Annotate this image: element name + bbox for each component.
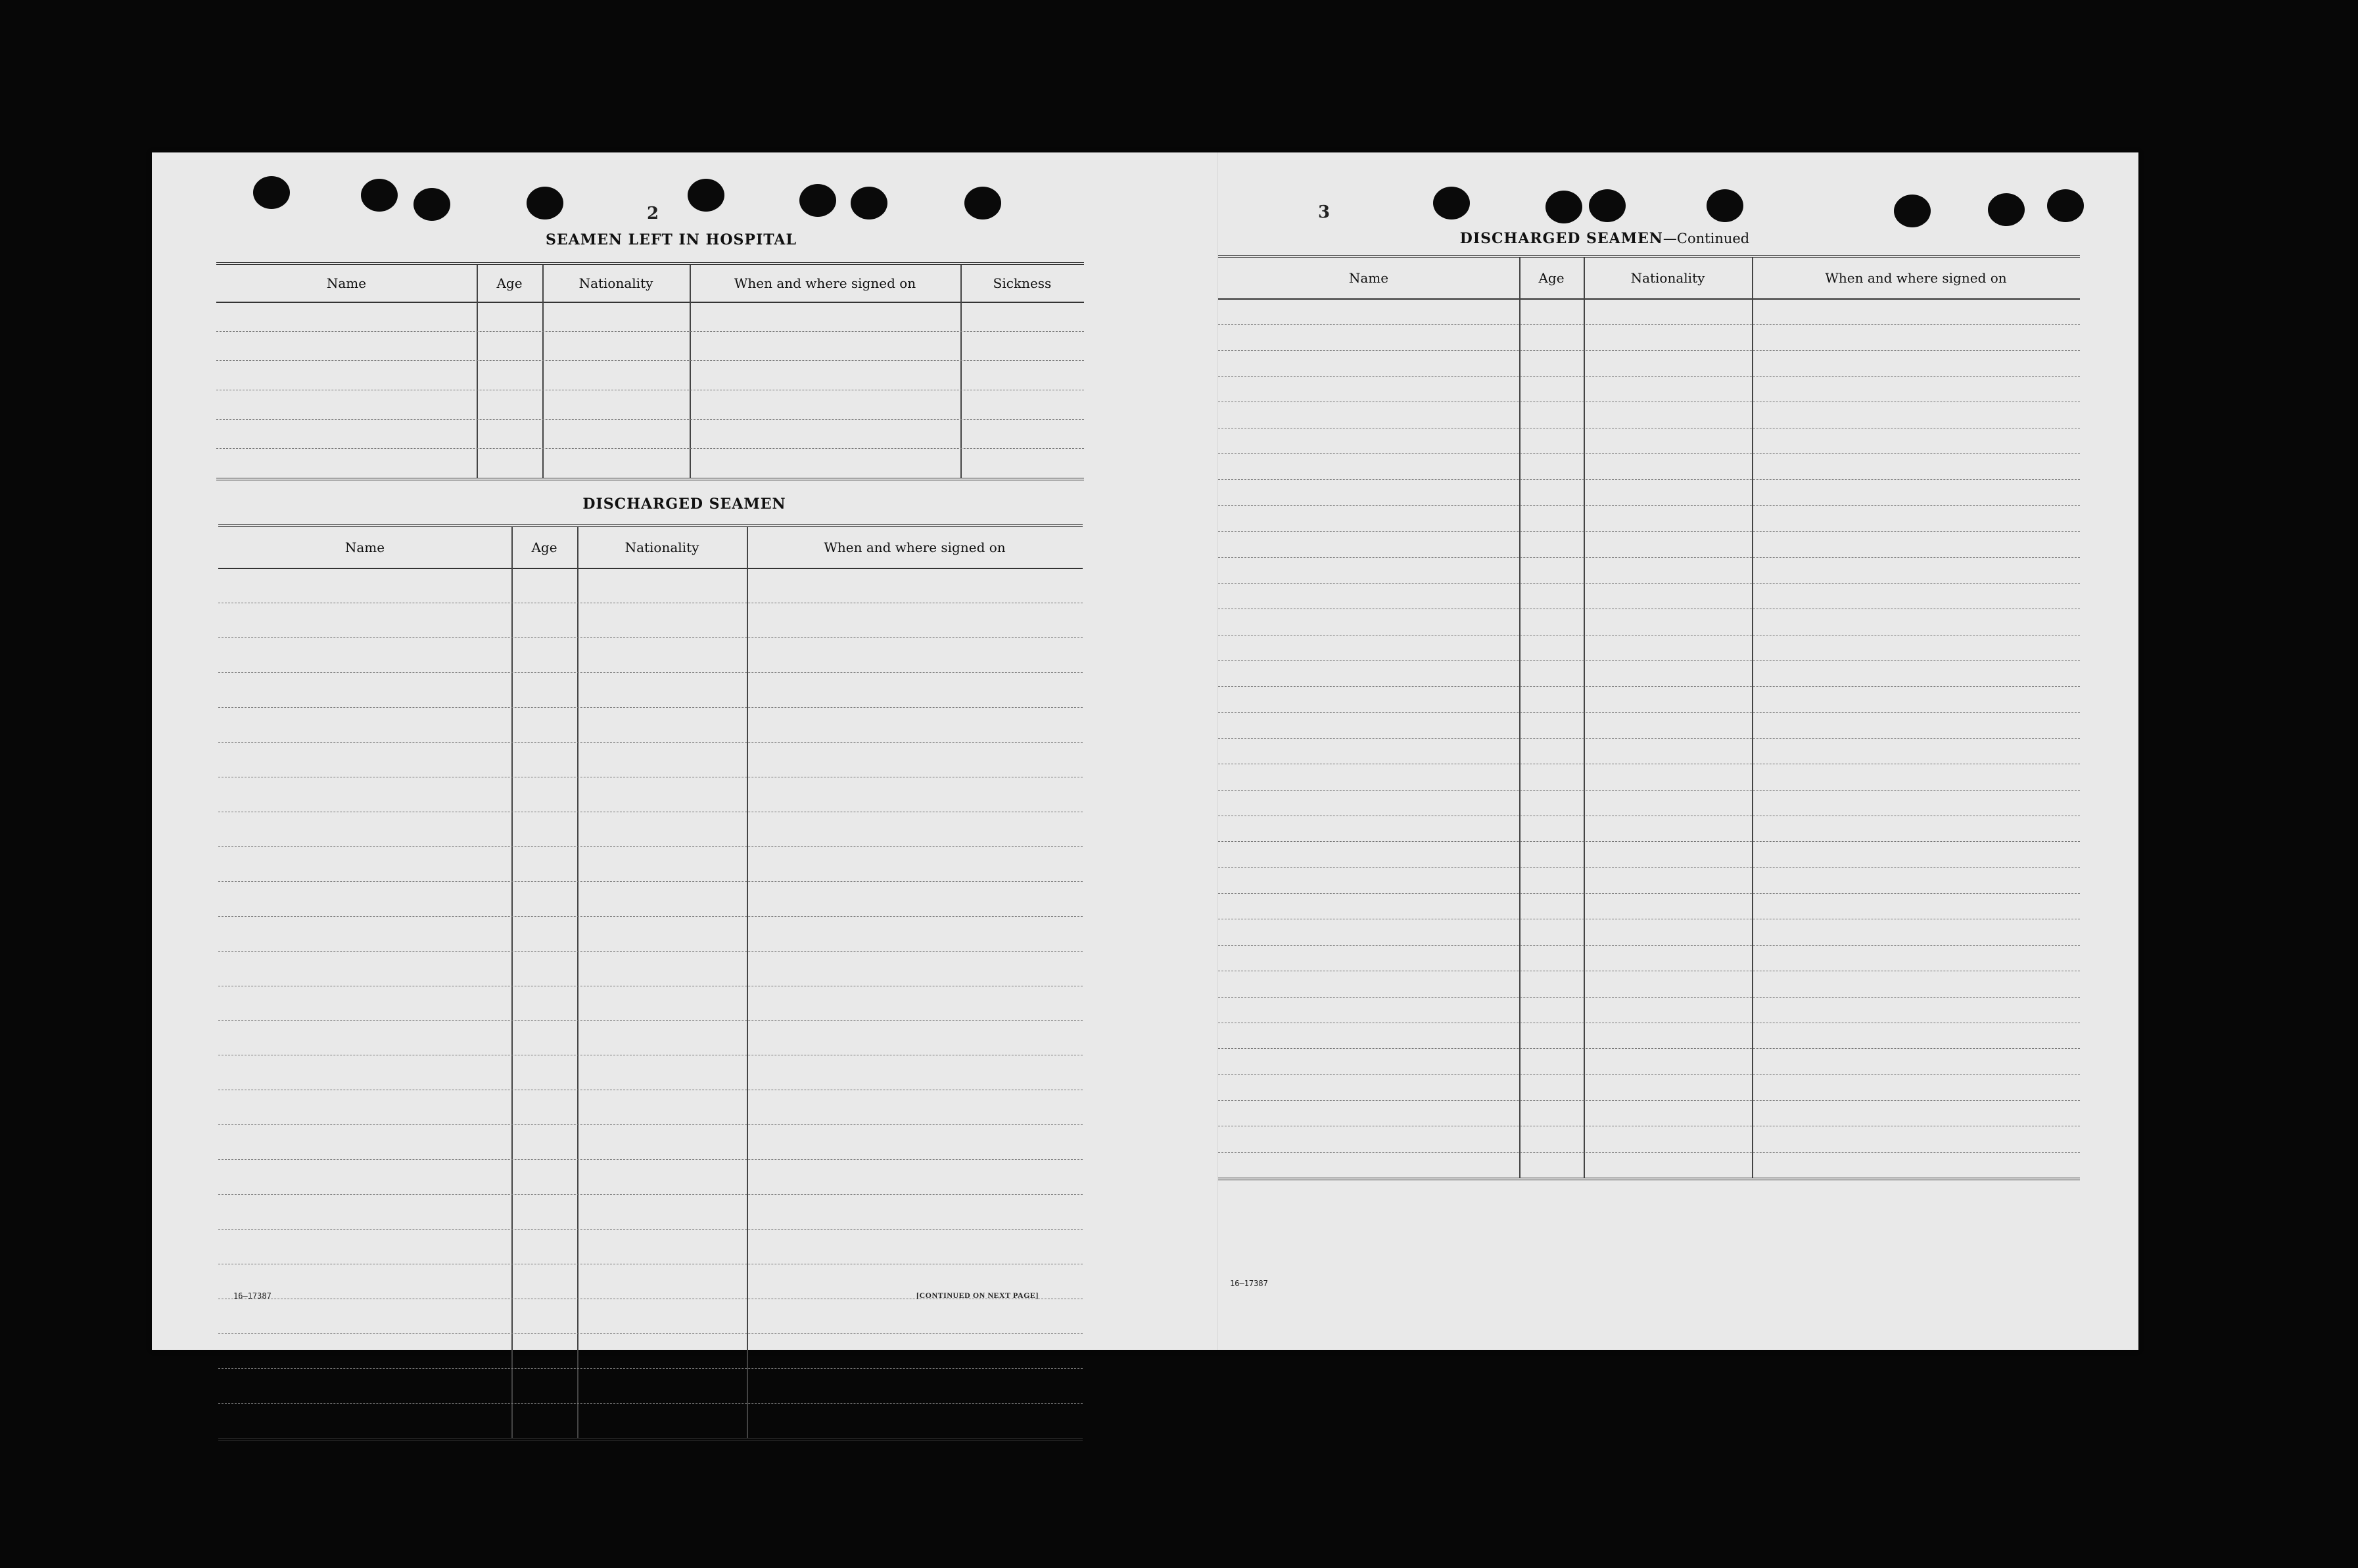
right-form-number: 16—17387	[1230, 1279, 1268, 1288]
punch-hole	[851, 187, 887, 219]
table-row	[1218, 893, 2080, 894]
punch-hole	[361, 179, 398, 212]
form-sheet	[152, 152, 2138, 1350]
table-row	[1218, 997, 2080, 998]
punch-hole	[1707, 189, 1743, 222]
table-row	[1218, 505, 2080, 506]
table-row	[1218, 712, 2080, 713]
column-header: Age	[1538, 270, 1565, 286]
column-divider	[747, 527, 748, 1438]
table-row	[1218, 531, 2080, 532]
discharged-section-title: DISCHARGED SEAMEN	[582, 496, 786, 513]
table-row	[1218, 453, 2080, 454]
table-row	[216, 331, 1084, 332]
column-divider	[511, 527, 513, 1438]
table-row	[218, 637, 1083, 638]
hospital-section-title: SEAMEN LEFT IN HOSPITAL	[546, 231, 797, 248]
column-divider	[577, 527, 578, 1438]
punch-hole	[964, 187, 1001, 219]
column-header: Nationality	[1630, 270, 1705, 286]
table-row	[1218, 1100, 2080, 1101]
table-row	[216, 448, 1084, 449]
table-row	[1218, 350, 2080, 351]
table-row	[216, 419, 1084, 420]
table-row	[1218, 324, 2080, 325]
table-row	[1218, 1074, 2080, 1075]
punch-hole	[688, 179, 724, 212]
discharged-table	[218, 524, 1083, 1441]
punch-hole	[2047, 189, 2084, 222]
table-row	[218, 1368, 1083, 1369]
table-row	[1218, 790, 2080, 791]
table-row	[218, 951, 1083, 952]
punch-hole	[1433, 187, 1470, 219]
column-header: Name	[1348, 270, 1389, 286]
punch-hole	[799, 184, 836, 217]
punch-hole	[253, 176, 290, 209]
table-row	[1218, 945, 2080, 946]
right-section-title	[1440, 230, 1769, 247]
punch-hole	[527, 187, 563, 219]
column-header: Nationality	[578, 275, 653, 291]
hospital-table	[216, 262, 1084, 480]
column-header: When and where signed on	[734, 275, 916, 291]
continued-note: [CONTINUED ON NEXT PAGE]	[916, 1291, 1039, 1300]
table-row	[218, 742, 1083, 743]
punch-hole	[1589, 189, 1626, 222]
right-discharged-table	[1218, 255, 2080, 1180]
right-section-title-suffix: —Continued	[1662, 231, 1750, 246]
table-row	[218, 1403, 1083, 1404]
table-header	[216, 265, 1084, 303]
table-row	[218, 1124, 1083, 1125]
column-header: Nationality	[625, 540, 699, 555]
column-divider	[960, 265, 962, 478]
column-divider	[1584, 258, 1585, 1178]
right-section-title-main: DISCHARGED SEAMEN	[1459, 230, 1663, 247]
column-divider	[1519, 258, 1521, 1178]
table-row	[1218, 583, 2080, 584]
table-header	[1218, 258, 2080, 300]
punch-hole	[1988, 193, 2025, 226]
column-header: When and where signed on	[824, 540, 1006, 555]
column-header: Age	[531, 540, 557, 555]
table-row	[1218, 841, 2080, 842]
column-header: When and where signed on	[1825, 270, 2007, 286]
table-row	[1218, 1048, 2080, 1049]
punch-hole	[1894, 195, 1931, 227]
table-row	[218, 1194, 1083, 1195]
table-row	[218, 1159, 1083, 1160]
table-row	[1218, 557, 2080, 558]
table-row	[1218, 376, 2080, 377]
table-row	[218, 1020, 1083, 1021]
left-form-number: 16—17387	[233, 1291, 271, 1301]
table-row	[216, 360, 1084, 361]
table-row	[1218, 738, 2080, 739]
table-row	[218, 1229, 1083, 1230]
right-page-number: 3	[1318, 202, 1331, 222]
column-divider	[690, 265, 691, 478]
table-row	[1218, 660, 2080, 661]
table-row	[218, 672, 1083, 673]
table-row	[218, 1333, 1083, 1334]
punch-hole	[413, 188, 450, 221]
table-row	[218, 846, 1083, 847]
table-row	[218, 881, 1083, 882]
column-header: Name	[326, 275, 367, 291]
table-row	[218, 916, 1083, 917]
table-row	[1218, 1152, 2080, 1153]
punch-hole	[1545, 191, 1582, 223]
column-header: Age	[496, 275, 523, 291]
column-header: Sickness	[993, 275, 1052, 291]
column-header: Name	[344, 540, 385, 555]
table-header	[218, 527, 1083, 569]
left-page-number: 2	[647, 204, 659, 223]
table-row	[1218, 479, 2080, 480]
column-divider	[477, 265, 478, 478]
table-row	[1218, 867, 2080, 868]
table-row	[218, 707, 1083, 708]
column-divider	[1752, 258, 1753, 1178]
column-divider	[542, 265, 544, 478]
table-row	[1218, 686, 2080, 687]
